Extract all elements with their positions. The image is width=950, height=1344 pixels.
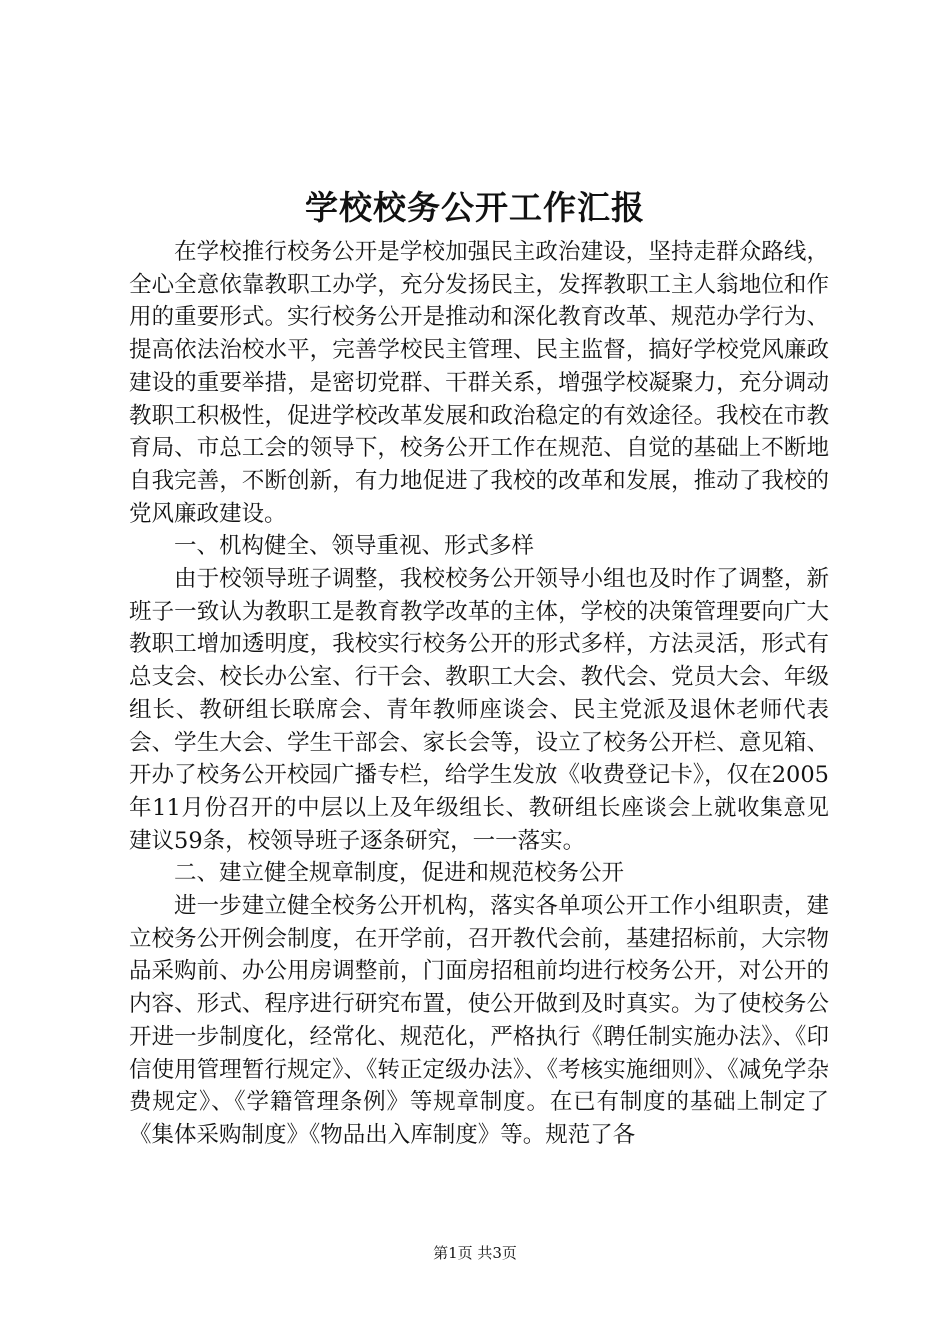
section-1-paragraph: 由于校领导班子调整，我校校务公开领导小组也及时作了调整，新班子一致认为教职工是教育教学改革的主体，学校的决策管理要向广大教职工增加透明度，我校实行校务公开的形式多样，方法灵活，形式有总支会、校长办公室、行干会、教职工大会、教代会、党员大会、年级组长、教研组长联席会、青年教师座谈会、民主党派及退休老师代表会、学生大会、学生干部会、家长会等，设立了校务公开栏、意见箱、开办了校务公开校园广播专栏，给学生发放《收费登记卡》，仅在2005年11月份召开的中层以上及年级组长、教研组长座谈会上就收集意见建议59条，校领导班子逐条研究，一一落实。 (129, 566, 829, 854)
document-body (129, 236, 829, 1152)
intro-paragraph: 在学校推行校务公开是学校加强民主政治建设，坚持走群众路线，全心全意依靠教职工办学，充分发扬民主，发挥教职工主人翁地位和作用的重要形式。实行校务公开是推动和深化教育改革、规范办学行为、提高依法治校水平，完善学校民主管理、民主监督，搞好学校党风廉政建设的重要举措，是密切党群、干群关系，增强学校凝聚力，充分调动教职工积极性，促进学校改革发展和政治稳定的有效途径。我校在市教育局、市总工会的领导下，校务公开工作在规范、自觉的基础上不断地自我完善，不断创新，有力地促进了我校的改革和发展，推动了我校的党风廉政建设。 (129, 239, 829, 527)
section-2-paragraph: 进一步建立健全校务公开机构，落实各单项公开工作小组职责，建立校务公开例会制度，在开学前，召开教代会前，基建招标前，大宗物品采购前、办公用房调整前，门面房招租前均进行校务公开，对公开的内容、形式、程序进行研究布置，使公开做到及时真实。为了使校务公开进一步制度化，经常化、规范化，严格执行《聘任制实施办法》、《印信使用管理暂行规定》、《转正定级办法》、《考核实施细则》、《减免学杂费规定》、《学籍管理条例》等规章制度。在已有制度的基础上制定了《集体采购制度》《物品出入库制度》等。规范了各 (129, 893, 829, 1148)
page-footer: 第1页 共3页 (433, 1244, 517, 1262)
document-title: 学校校务公开工作汇报 (305, 188, 645, 227)
section-heading-1: 一、机构健全、领导重视、形式多样 (174, 533, 535, 560)
section-heading-2: 二、建立健全规章制度，促进和规范校务公开 (174, 860, 625, 887)
